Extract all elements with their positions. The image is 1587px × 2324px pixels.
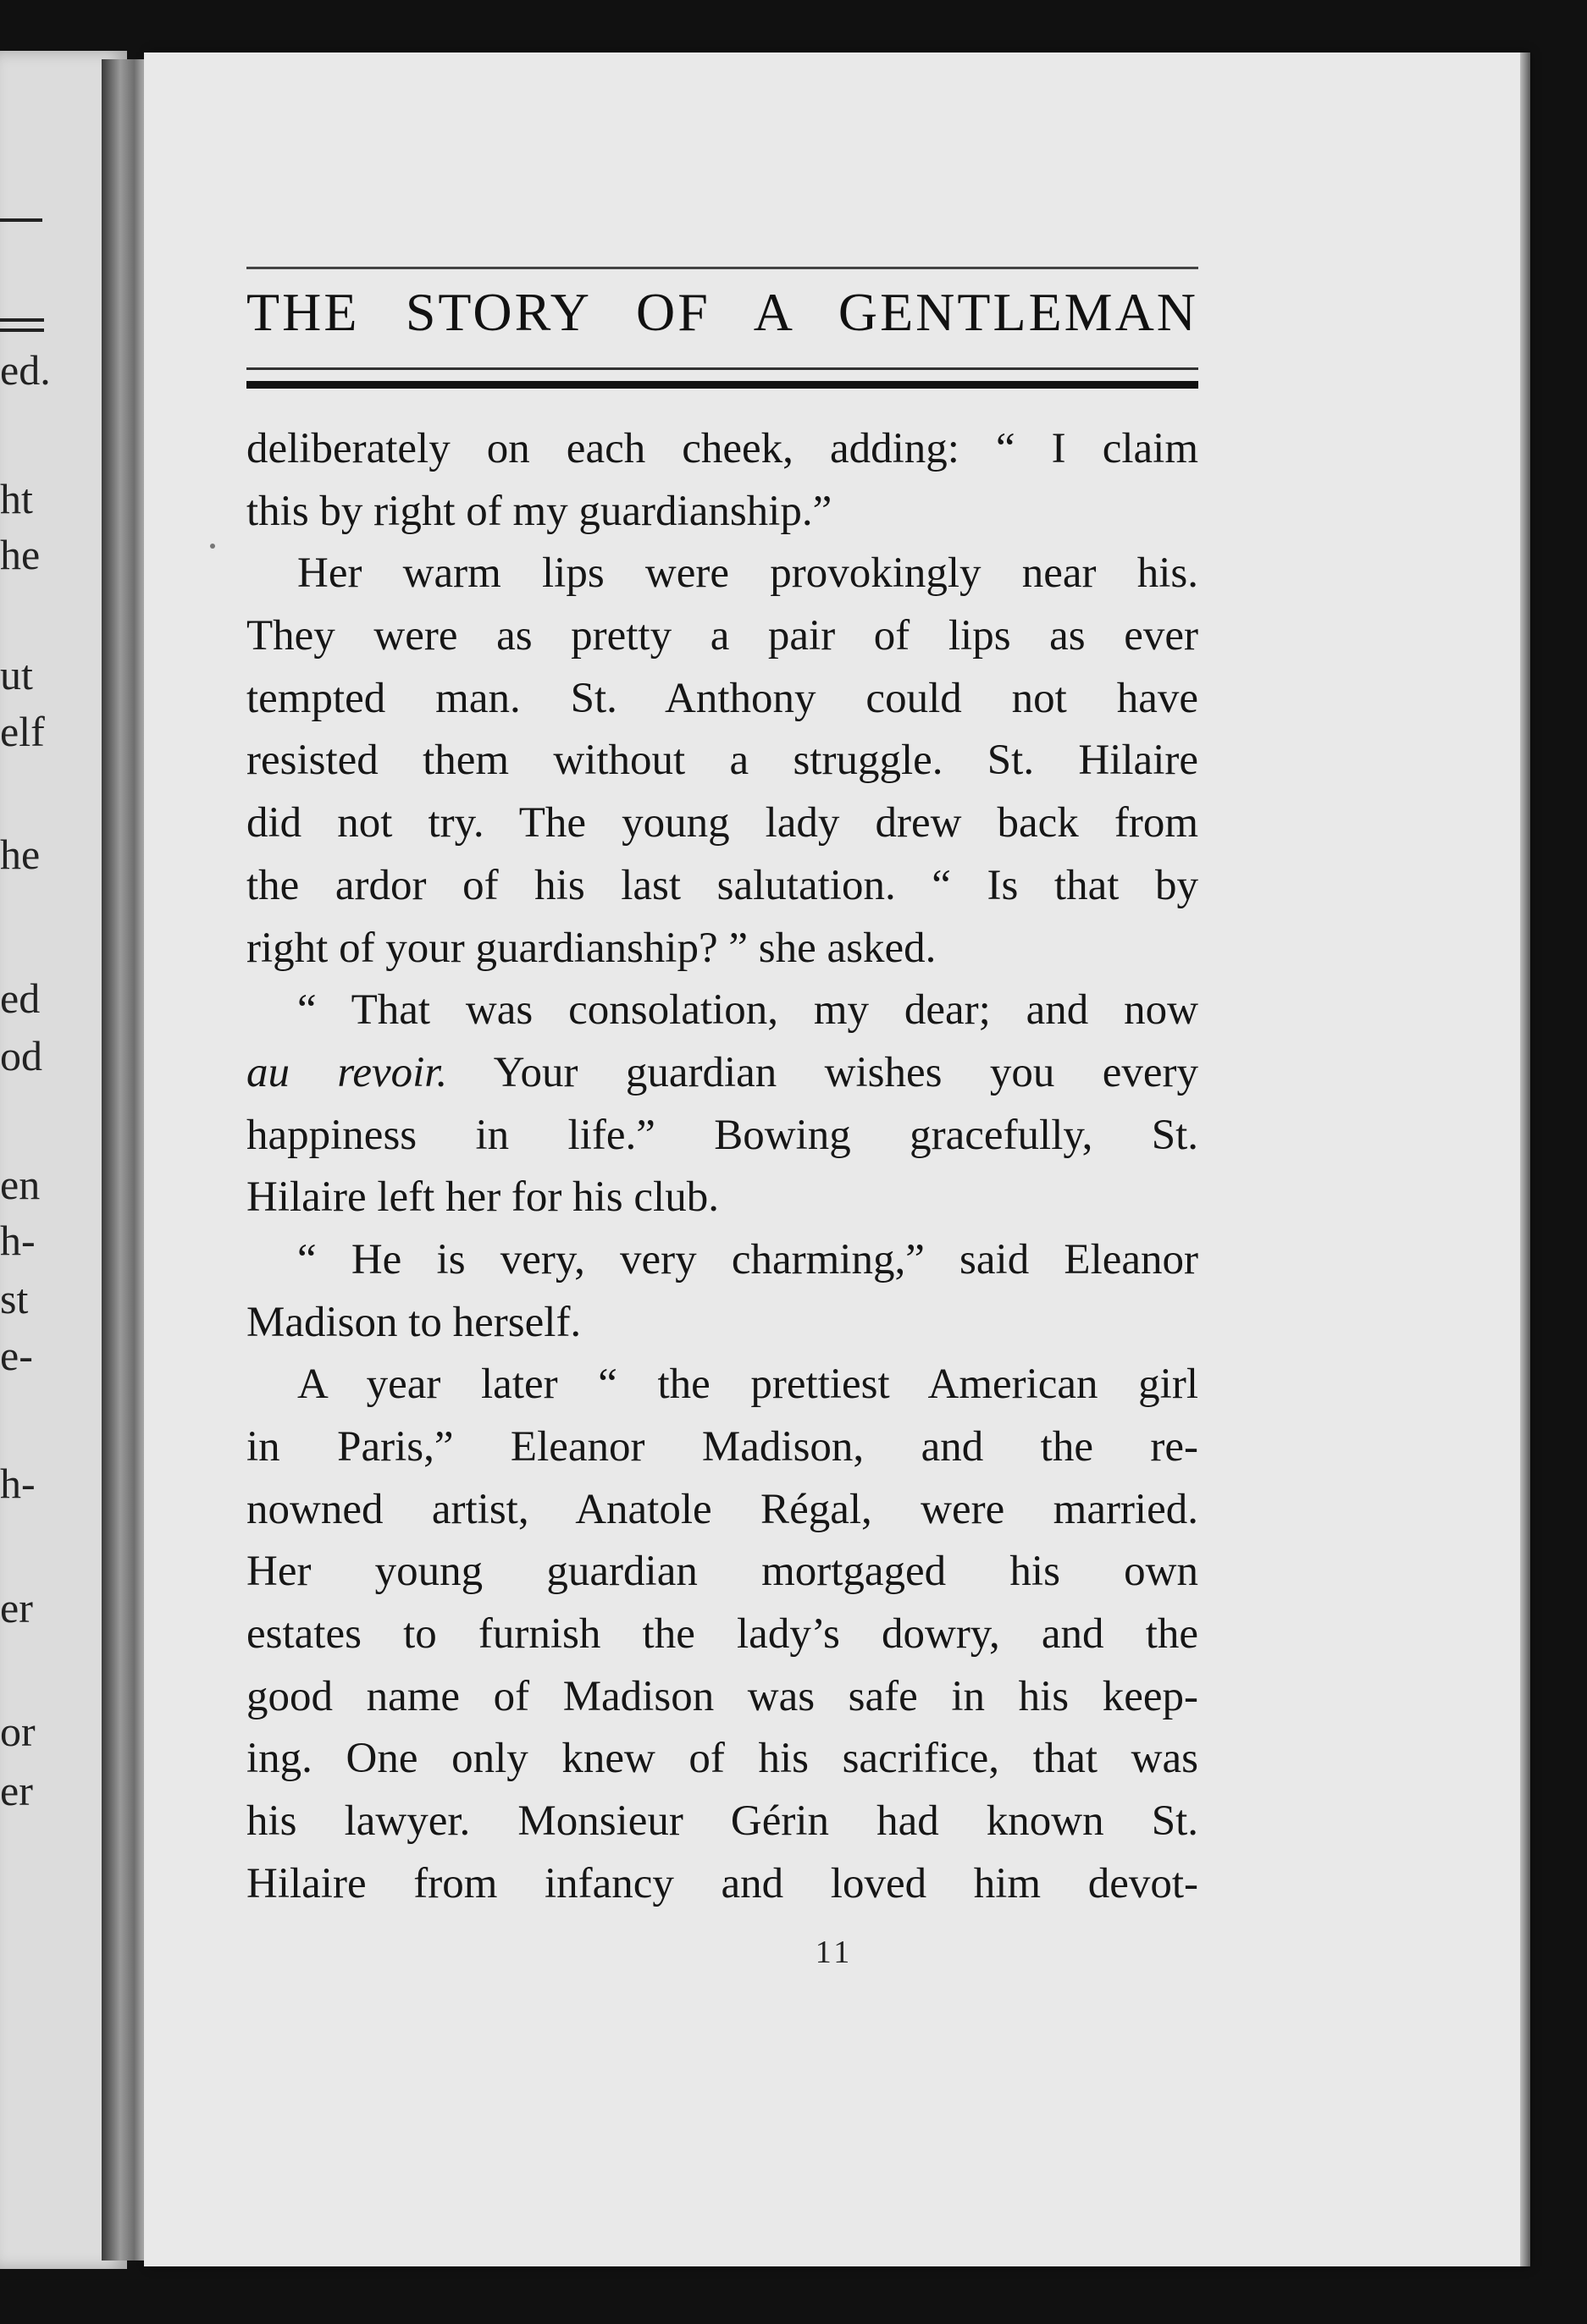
facing-page-fragment: elf [0,708,45,755]
facing-page-fragment: or [0,1708,36,1755]
header-rule-thick [246,381,1198,389]
facing-page-rule [0,218,42,222]
facing-page-fragment: st [0,1275,29,1322]
text-line: happiness in life.” Bowing gracefully, St. [246,1111,1198,1159]
text-line: Hilaire left her for his club. [246,1173,719,1222]
text-line: Her young guardian mortgaged his own [246,1548,1198,1596]
text-line: Hilaire from infancy and loved him devot- [246,1859,1198,1907]
text-line: “ He is very, very charming,” said Eleanor [297,1235,1198,1283]
facing-page-fragment: he [0,531,41,578]
facing-page-fragment: he [0,831,41,878]
text-line: “ That was consolation, my dear; and now [297,986,1198,1035]
text-line: his lawyer. Monsieur Gérin had known St. [246,1797,1198,1846]
text-line: resisted them without a struggle. St. Hilaire [246,737,1198,785]
text-line: in Paris,” Eleanor Madison, and the re- [246,1423,1198,1471]
facing-page-double-rule [0,318,44,332]
text-line: They were as pretty a pair of lips as ever [246,612,1198,660]
facing-page-fragment: en [0,1161,41,1208]
text-line: right of your guardianship? ” she asked. [246,924,937,972]
facing-page-fragment: er [0,1767,33,1814]
text-line: deliberately on each cheek, adding: “ I claim [246,425,1198,472]
facing-page-fragment: h- [0,1217,36,1264]
body-text [246,418,1198,1916]
text-line: estates to furnish the lady’s dowry, and the [246,1610,1198,1659]
text-line: au revoir. Your guardian wishes you every [246,1048,1199,1096]
text-line: ing. One only knew of his sacrifice, that was [246,1735,1198,1783]
facing-page-fragment: ut [0,651,33,698]
page-number: 11 [815,1935,854,1970]
text-line: the ardor of his last salutation. “ Is that by [246,861,1198,909]
facing-page-fragment: er [0,1584,33,1631]
facing-page-fragment: h- [0,1460,36,1507]
paper-speck [210,544,215,549]
facing-page-fragment: ed [0,974,41,1022]
text-line: this by right of my guardianship.” [246,487,832,535]
book-page [144,52,1524,2266]
header-top-rule [246,267,1198,269]
text-line: A year later “ the prettiest American girl [297,1361,1198,1409]
text-line: Madison to herself. [246,1298,582,1346]
facing-page-fragment: e- [0,1332,33,1379]
text-line: good name of Madison was safe in his keep- [246,1672,1198,1720]
page-edge [1520,52,1530,2266]
facing-page-fragment: od [0,1032,42,1079]
running-head: THE STORY OF A GENTLEMAN [246,282,1198,342]
text-line: did not try. The young lady drew back from [246,799,1198,847]
header-rule-thin [246,367,1198,370]
text-line: nowned artist, Anatole Régal, were married. [246,1485,1198,1533]
book-gutter [102,59,148,2261]
text-line: tempted man. St. Anthony could not have [246,674,1198,722]
facing-page-fragment: ed. [0,346,51,394]
text-line: Her warm lips were provokingly near his. [297,549,1198,598]
facing-page-fragment: ht [0,475,33,522]
